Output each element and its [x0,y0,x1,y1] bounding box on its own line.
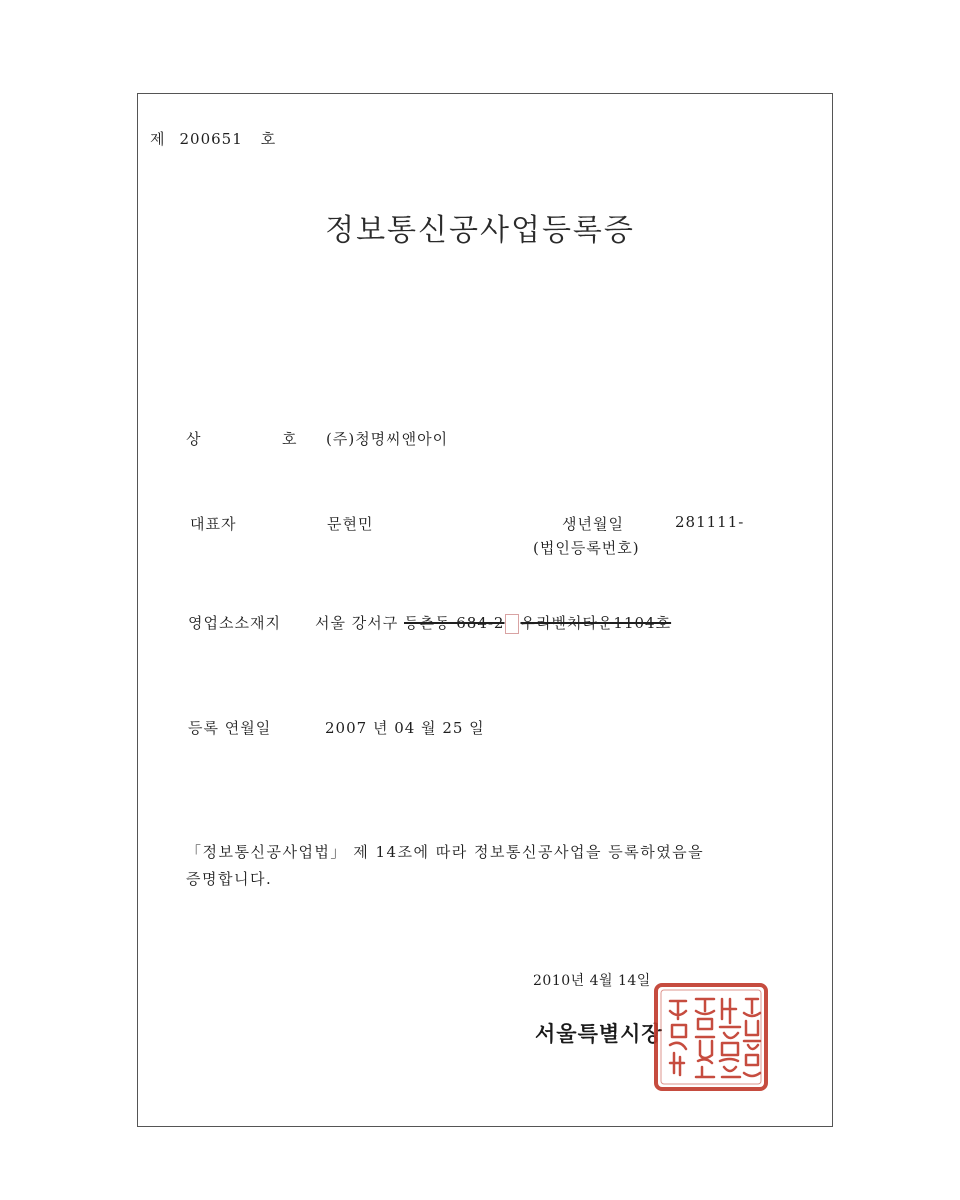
certificate-number-value: 200651 [179,130,243,148]
certification-statement [186,839,704,893]
statement-line-2: 증명합니다. [186,870,273,888]
trade-name-label-1: 상 [186,430,202,448]
address-struck-part-2: 우리벤처타운1104호 [520,614,672,632]
registration-date-value: 2007 년 04 월 25 일 [325,719,485,737]
certificate-number [150,128,276,149]
correction-stamp-mark [505,614,519,634]
trade-name-value: (주)청명씨앤아이 [326,430,449,448]
address-label: 영업소소재지 [188,614,281,632]
issuer-name: 서울특별시장 [535,1022,663,1046]
certificate-number-suffix: 호 [260,130,277,148]
document-title: 정보통신공사업등록증 [325,213,635,248]
address-value [315,612,671,634]
representative-value: 문현민 [327,515,374,533]
official-seal-stamp [652,981,770,1093]
corp-reg-label: (법인등록번호) [533,539,640,557]
certificate-number-prefix: 제 [150,130,166,148]
birth-label: 생년월일 [562,515,624,533]
trade-name-label-2: 호 [282,430,298,448]
address-struck-part-1: 등촌동 684-2 [404,614,505,632]
representative-label: 대표자 [190,515,237,533]
birth-value: 281111- [675,513,745,531]
issue-date: 2010년 4월 14일 [533,973,651,989]
registration-date-label: 등록 연월일 [188,719,272,737]
statement-line-1: 「정보통신공사업법」 제 14조에 따라 정보통신공사업을 등록하였음을 [186,843,705,861]
address-prefix: 서울 강서구 [315,614,399,632]
